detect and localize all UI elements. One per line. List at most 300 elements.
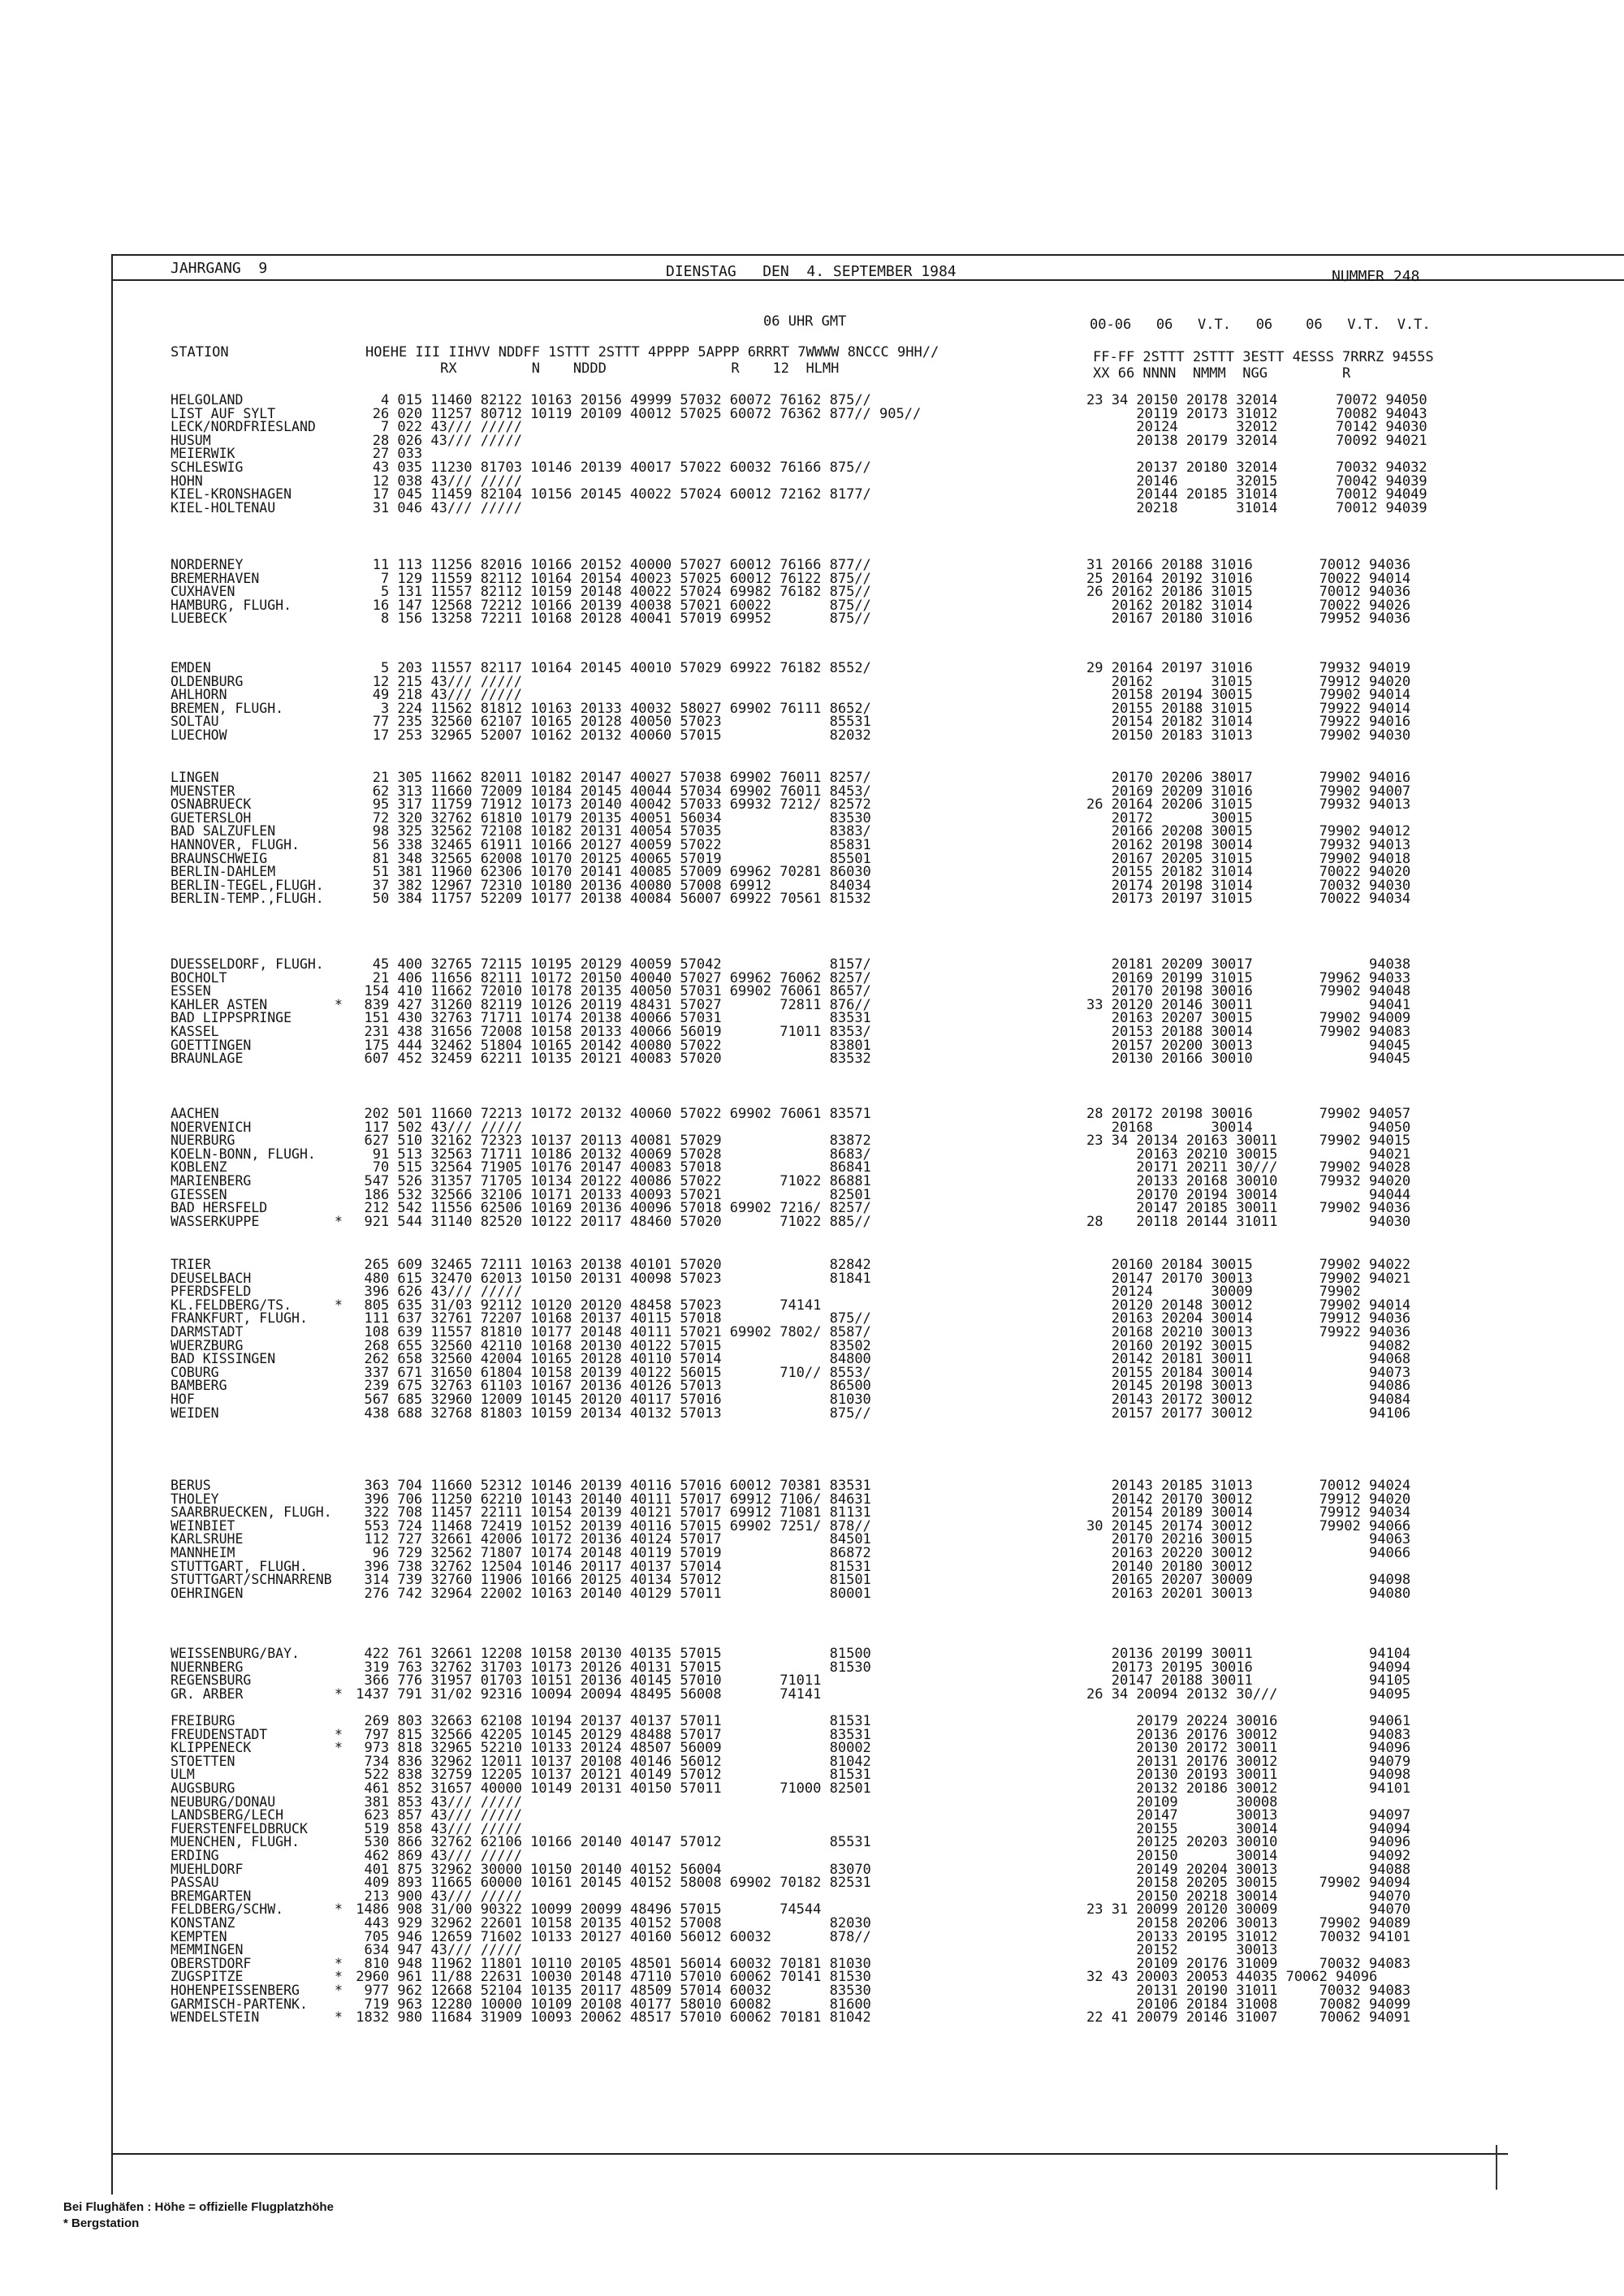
station-name: BAMBERG — [171, 1378, 227, 1394]
synop-06-values: 805 635 31/03 92112 10120 20120 48458 57023 74141 — [348, 1297, 822, 1314]
synop-06-values: 37 382 12967 72310 10180 20136 40080 57008 69912 84034 — [348, 877, 871, 894]
extremes-values: 20163 20210 30015 94021 — [1086, 1146, 1411, 1163]
synop-06-values: 62 313 11660 72009 10184 20145 40044 57034 69902 76011 8453/ — [348, 783, 871, 800]
extremes-values: 20144 20185 31014 70012 94049 — [1086, 486, 1427, 503]
synop-06-values: 21 406 11656 82111 10172 20150 40040 57027 69962 76062 8257/ — [348, 969, 871, 986]
synop-06-values: 12 038 43/// ///// — [348, 473, 522, 490]
station-name: NOERVENICH — [171, 1119, 252, 1135]
synop-06-values: 322 708 11457 22111 10154 20139 40121 57017 69912 71081 81131 — [348, 1504, 871, 1521]
synop-06-values: 519 858 43/// ///// — [348, 1820, 522, 1837]
footnote-airports: Bei Flughäfen : Höhe = offizielle Flugplatzhöhe — [63, 2200, 334, 2214]
right-header-2: XX 66 NNNN NMMM NGG R — [1093, 365, 1351, 382]
station-name: TRIER — [171, 1257, 211, 1272]
extremes-values: 20160 20192 30015 94082 — [1086, 1337, 1411, 1354]
extremes-values: 20166 20208 30015 79902 94012 — [1086, 823, 1411, 840]
extremes-values: 20143 20185 31013 70012 94024 — [1086, 1478, 1411, 1494]
station-name: KAHLER ASTEN — [171, 996, 268, 1012]
extremes-values: 20131 20176 30012 94079 — [1086, 1753, 1411, 1770]
station-name: BRAUNSCHWEIG — [171, 850, 268, 866]
mountain-station-marker: * — [335, 1297, 343, 1313]
extremes-values: 20155 20188 31015 79922 94014 — [1086, 700, 1411, 717]
station-name: PFERDSFELD — [171, 1284, 252, 1300]
synop-06-values: 3 224 11562 81812 10163 20133 40032 58027 69902 76111 8652/ — [348, 700, 871, 717]
synop-06-values: 1832 980 11684 31909 10093 20062 48517 57010 60062 70181 81042 — [348, 2009, 871, 2026]
mountain-station-marker: * — [335, 1740, 343, 1756]
extremes-values: 20154 20189 30014 79912 94034 — [1086, 1504, 1411, 1521]
synop-06-values: 43 035 11230 81703 10146 20139 40017 57022 60032 76166 875// — [348, 460, 871, 476]
mountain-station-marker: * — [335, 1901, 343, 1918]
extremes-values: 20147 20170 30013 79902 94021 — [1086, 1270, 1411, 1287]
extremes-values: 20162 31015 79912 94020 — [1086, 673, 1411, 690]
synop-06-values: 276 742 32964 22002 10163 20140 40129 57011 80001 — [348, 1585, 871, 1602]
synop-06-values: 607 452 32459 62211 10135 20121 40083 57020 83532 — [348, 1051, 871, 1068]
extremes-values: 20163 20220 30012 94066 — [1086, 1545, 1411, 1561]
synop-06-values: 151 430 32763 71711 10174 20138 40066 57031 83531 — [348, 1010, 871, 1027]
station-name: GUETERSLOH — [171, 809, 252, 826]
synop-06-values: 567 685 32960 12009 10145 20120 40117 57016 81030 — [348, 1392, 871, 1408]
synop-06-values: 31 046 43/// ///// — [348, 499, 522, 516]
synop-06-values: 98 325 32562 72108 10182 20131 40054 57035 8383/ — [348, 823, 871, 840]
main-header-1: HOEHE III IIHVV NDDFF 1STTT 2STTT 4PPPP 5APPP 6RRRT 7WWWW 8NCCC 9HH// — [365, 344, 939, 360]
extremes-values: 20152 30013 — [1086, 1942, 1278, 1959]
extremes-values: 20171 20211 30/// 79902 94028 — [1086, 1159, 1411, 1176]
extremes-values: 20179 20224 30016 94061 — [1086, 1713, 1411, 1729]
synop-06-values: 4 015 11460 82122 10163 20156 49999 57032 60072 76162 875// — [348, 392, 871, 408]
extremes-values: 20163 20201 30013 94080 — [1086, 1585, 1411, 1602]
extremes-values: 20153 20188 30014 79902 94083 — [1086, 1024, 1411, 1040]
station-name: KOBLENZ — [171, 1159, 227, 1176]
station-name: OLDENBURG — [171, 673, 244, 689]
synop-06-values: 45 400 32765 72115 10195 20129 40059 57042 8157/ — [348, 956, 871, 973]
synop-06-values: 56 338 32465 61911 10166 20127 40059 57022 85831 — [348, 837, 871, 853]
synop-06-values: 50 384 11757 52209 10177 20138 40084 56007 69922 70561 81532 — [348, 891, 871, 908]
bottom-rule — [111, 2153, 1508, 2155]
station-name: BAD SALZUFLEN — [171, 823, 276, 839]
station-name: KL.FELDBERG/TS. — [171, 1297, 292, 1313]
synop-06-values: 401 875 32962 30000 10150 20140 40152 56004 83070 — [348, 1861, 871, 1878]
extremes-values: 20142 20170 30012 79912 94020 — [1086, 1491, 1411, 1508]
station-name: CUXHAVEN — [171, 584, 235, 600]
synop-06-values: 96 729 32562 71807 10174 20148 40119 57019 86872 — [348, 1545, 871, 1561]
extremes-values: 20167 20205 31015 79902 94018 — [1086, 850, 1411, 867]
synop-06-values: 921 544 31140 82520 10122 20117 48460 57020 71022 885// — [348, 1213, 871, 1230]
synop-06-values: 396 738 32762 12504 10146 20117 40137 57014 81531 — [348, 1558, 871, 1575]
extremes-values: 20130 20172 30011 94096 — [1086, 1740, 1411, 1757]
extremes-values: 20145 20198 30013 94086 — [1086, 1378, 1411, 1395]
station-name: ULM — [171, 1767, 195, 1783]
extremes-values: 20149 20204 30013 94088 — [1086, 1861, 1411, 1878]
station-name: WEINBIET — [171, 1517, 235, 1534]
synop-06-values: 262 658 32560 42004 10165 20128 40110 57014 84800 — [348, 1351, 871, 1368]
station-name: LUECHOW — [171, 727, 227, 743]
footnote-mountain: * Bergstation — [63, 2216, 140, 2230]
station-name: WEISSENBURG/BAY. — [171, 1646, 300, 1661]
synop-06-values: 117 502 43/// ///// — [348, 1119, 522, 1136]
station-name: WEIDEN — [171, 1405, 219, 1421]
station-name: KONSTANZ — [171, 1915, 235, 1931]
synop-06-values: 623 857 43/// ///// — [348, 1807, 522, 1824]
synop-06-values: 7 022 43/// ///// — [348, 419, 522, 436]
extremes-values: 20137 20180 32014 70032 94032 — [1086, 460, 1427, 476]
extremes-values: 20130 20166 30010 94045 — [1086, 1051, 1411, 1068]
station-name: KOELN-BONN, FLUGH. — [171, 1146, 316, 1162]
station-name: BERLIN-TEMP.,FLUGH. — [171, 891, 324, 907]
synop-06-values: 363 704 11660 52312 10146 20139 40116 57016 60012 70381 83531 — [348, 1478, 871, 1494]
extremes-values: 20120 20148 30012 79902 94014 — [1086, 1297, 1411, 1314]
extremes-values: 20158 20206 30013 79902 94089 — [1086, 1915, 1411, 1931]
extremes-values: 20162 20198 30014 79932 94013 — [1086, 837, 1411, 853]
extremes-values: 20147 20188 30011 94105 — [1086, 1672, 1411, 1690]
extremes-values: 20170 20206 38017 79902 94016 — [1086, 770, 1411, 786]
station-name: GARMISCH-PARTENK. — [171, 1996, 308, 2012]
margin-mark — [1496, 2145, 1497, 2190]
extremes-values: 20163 20204 30014 79912 94036 — [1086, 1310, 1411, 1327]
extremes-values: 20143 20172 30012 94084 — [1086, 1392, 1411, 1408]
extremes-values: 20169 20209 31016 79902 94007 — [1086, 783, 1411, 800]
extremes-values: 33 20120 20146 30011 94041 — [1086, 996, 1411, 1013]
station-name: GIESSEN — [171, 1186, 227, 1202]
synop-06-values: 11 113 11256 82016 10166 20152 40000 57027 60012 76166 877// — [348, 557, 871, 573]
extremes-values: 20165 20207 30009 94098 — [1086, 1572, 1411, 1589]
synop-06-values: 422 761 32661 12208 10158 20130 40135 57015 81500 — [348, 1646, 871, 1662]
extremes-values: 26 20164 20206 31015 79932 94013 — [1086, 796, 1411, 814]
extremes-values: 23 34 20134 20163 30011 79902 94015 — [1086, 1133, 1411, 1150]
extremes-values: 20119 20173 31012 70082 94043 — [1086, 405, 1427, 422]
synop-06-values: 186 532 32566 32106 10171 20133 40093 57021 82501 — [348, 1186, 871, 1203]
station-name: BOCHOLT — [171, 969, 227, 986]
station-name: MEMMINGEN — [171, 1942, 244, 1958]
station-name: WASSERKUPPE — [171, 1213, 260, 1229]
station-name: BERLIN-TEGEL,FLUGH. — [171, 877, 324, 893]
synop-06-values: 734 836 32962 12011 10137 20108 40146 56012 81042 — [348, 1753, 871, 1770]
station-name: GR. ARBER — [171, 1685, 244, 1702]
synop-06-values: 26 020 11257 80712 10119 20109 40012 57025 60072 76362 877// 905// — [348, 405, 922, 422]
station-name: BAD LIPPSPRINGE — [171, 1010, 292, 1026]
synop-06-values: 91 513 32563 71711 10186 20132 40069 57028 8683/ — [348, 1146, 871, 1163]
station-name: KASSEL — [171, 1024, 219, 1039]
date-line: DIENSTAG DEN 4. SEPTEMBER 1984 — [666, 263, 957, 280]
extremes-values: 20158 20194 30015 79902 94014 — [1086, 687, 1411, 704]
extremes-values: 20170 20198 30016 79902 94048 — [1086, 983, 1411, 1000]
station-name: BERLIN-DAHLEM — [171, 864, 276, 880]
station-name: LINGEN — [171, 770, 219, 785]
synop-06-values: 973 818 32965 52210 10133 20124 48507 56009 80002 — [348, 1740, 871, 1757]
extremes-values: 32 43 20003 20053 44035 70062 94096 — [1086, 1969, 1378, 1986]
main-header-2: RX N NDDD R 12 HLMH — [365, 360, 840, 377]
synop-06-values: 175 444 32462 51804 10165 20142 40080 57022 83801 — [348, 1037, 871, 1054]
station-name: KEMPTEN — [171, 1928, 227, 1944]
station-name: DUESSELDORF, FLUGH. — [171, 956, 324, 972]
synop-06-values: 977 962 12668 52104 10135 20117 48509 57014 60032 83530 — [348, 1983, 871, 1999]
station-name: GOETTINGEN — [171, 1037, 252, 1053]
synop-06-values: 438 688 32768 81803 10159 20134 40132 57013 875// — [348, 1405, 871, 1422]
synop-06-values: 314 739 32760 11906 10166 20125 40134 57012 81501 — [348, 1572, 871, 1589]
extremes-values: 28 20118 20144 31011 94030 — [1086, 1213, 1411, 1230]
synop-06-values: 319 763 32762 31703 10173 20126 40131 57015 81530 — [348, 1659, 871, 1676]
synop-06-values: 269 803 32663 62108 10194 20137 40137 57011 81531 — [348, 1713, 871, 1729]
station-name: STUTTGART, FLUGH. — [171, 1558, 308, 1574]
synop-06-values: 1437 791 31/02 92316 10094 20094 48495 56008 74141 — [348, 1685, 822, 1703]
mountain-station-marker: * — [335, 996, 343, 1012]
mountain-station-marker: * — [335, 1969, 343, 1985]
jahrgang: JAHRGANG 9 — [171, 260, 268, 277]
extremes-values: 20157 20177 30012 94106 — [1086, 1405, 1411, 1422]
extremes-values: 20138 20179 32014 70092 94021 — [1086, 432, 1427, 449]
synop-06-values: 5 203 11557 82117 10164 20145 40010 57029 69922 76182 8552/ — [348, 660, 871, 676]
station-name: HELGOLAND — [171, 392, 244, 408]
synop-06-values: 202 501 11660 72213 10172 20132 40060 57022 69902 76061 83571 — [348, 1106, 871, 1122]
station-name: LECK/NORDFRIESLAND — [171, 419, 316, 435]
synop-06-values: 108 639 11557 81810 10177 20148 40111 57021 69902 7802/ 8587/ — [348, 1324, 871, 1340]
extremes-values: 20155 20184 30014 94073 — [1086, 1364, 1411, 1381]
synop-06-values: 95 317 11759 71912 10173 20140 40042 57033 69932 7212/ 82572 — [348, 796, 871, 814]
extremes-values: 20106 20184 31008 70082 94099 — [1086, 1996, 1411, 2013]
synop-06-values: 70 515 32564 71905 10176 20147 40083 57018 86841 — [348, 1159, 871, 1176]
extremes-values: 20147 30013 94097 — [1086, 1807, 1411, 1824]
station-name: BREMEN, FLUGH. — [171, 700, 284, 716]
synop-06-values: 443 929 32962 22601 10158 20135 40152 57008 82030 — [348, 1915, 871, 1931]
synop-06-values: 634 947 43/// ///// — [348, 1942, 522, 1959]
extremes-values: 25 20164 20192 31016 70022 94014 — [1086, 570, 1411, 587]
extremes-values: 20174 20198 31014 70032 94030 — [1086, 877, 1411, 894]
station-name: MUENCHEN, FLUGH. — [171, 1834, 300, 1850]
synop-06-values: 366 776 31957 01703 10151 20136 40145 57010 71011 — [348, 1672, 822, 1690]
station-name: EMDEN — [171, 660, 211, 675]
extremes-values: 20150 20218 30014 94070 — [1086, 1888, 1411, 1905]
synop-06-values: 462 869 43/// ///// — [348, 1848, 522, 1864]
synop-06-values: 213 900 43/// ///// — [348, 1888, 522, 1905]
station-name: KIEL-KRONSHAGEN — [171, 486, 292, 503]
obs-time: 06 UHR GMT — [763, 313, 847, 330]
synop-06-values: 7 129 11559 82112 10164 20154 40023 57025 60012 76122 875// — [348, 570, 871, 587]
synop-06-values: 231 438 31656 72008 10158 20133 40066 56019 71011 8353/ — [348, 1024, 871, 1040]
extremes-values: 20155 20182 31014 70022 94020 — [1086, 864, 1411, 881]
synop-06-values: 49 218 43/// ///// — [348, 687, 522, 704]
mountain-station-marker: * — [335, 2009, 343, 2026]
station-name: FREIBURG — [171, 1713, 235, 1728]
mountain-station-marker: * — [335, 1955, 343, 1971]
synop-06-values: 81 348 32565 62008 10170 20125 40065 57019 85501 — [348, 850, 871, 867]
station-name: WENDELSTEIN — [171, 2009, 260, 2026]
station-name: PASSAU — [171, 1875, 219, 1891]
station-name: MUEHLDORF — [171, 1861, 244, 1877]
synop-06-values: 8 156 13258 72211 10168 20128 40041 57019 69952 875// — [348, 611, 871, 628]
synop-06-values: 719 963 12280 10000 10109 20108 40177 58010 60082 81600 — [348, 1996, 871, 2013]
extremes-values: 20170 20194 30014 94044 — [1086, 1186, 1411, 1203]
station-name: MEIERWIK — [171, 446, 235, 462]
station-name: FELDBERG/SCHW. — [171, 1901, 284, 1918]
station-name: OEHRINGEN — [171, 1585, 244, 1601]
extremes-values: 26 34 20094 20132 30/// 94095 — [1086, 1685, 1411, 1703]
extremes-values: 30 20145 20174 30012 79902 94066 — [1086, 1517, 1411, 1534]
station-name: AUGSBURG — [171, 1780, 235, 1796]
synop-06-values: 111 637 32761 72207 10168 20137 40115 57018 875// — [348, 1310, 871, 1327]
right-time-header: 00-06 06 V.T. 06 06 V.T. V.T. — [1090, 317, 1431, 333]
extremes-values: 20154 20182 31014 79922 94016 — [1086, 714, 1411, 731]
extremes-values: 29 20164 20197 31016 79932 94019 — [1086, 660, 1411, 676]
extremes-values: 20130 20193 30011 94098 — [1086, 1767, 1411, 1784]
synop-06-values: 265 609 32465 72111 10163 20138 40101 57020 82842 — [348, 1257, 871, 1273]
station-name: STUTTGART/SCHNARRENB — [171, 1572, 332, 1588]
synop-06-values: 77 235 32560 62107 10165 20128 40050 57023 85531 — [348, 714, 871, 731]
station-name: HOHENPEISSENBERG — [171, 1983, 300, 1998]
station-name: AHLHORN — [171, 687, 227, 703]
synop-06-values: 627 510 32162 72323 10137 20113 40081 57029 83872 — [348, 1133, 871, 1150]
extremes-values: 20160 20184 30015 79902 94022 — [1086, 1257, 1411, 1273]
mountain-station-marker: * — [335, 1213, 343, 1229]
synop-06-values: 2960 961 11/88 22631 10030 20148 47110 57010 60062 70141 81530 — [348, 1969, 871, 1986]
extremes-values: 20140 20180 30012 — [1086, 1558, 1253, 1575]
synop-06-values: 461 852 31657 40000 10149 20131 40150 57011 71000 82501 — [348, 1780, 871, 1797]
extremes-values: 20167 20180 31016 79952 94036 — [1086, 611, 1411, 628]
synop-06-values: 547 526 31357 71705 10134 20122 40086 57022 71022 86881 — [348, 1173, 871, 1189]
extremes-values: 20136 20176 30012 94083 — [1086, 1726, 1411, 1743]
station-name: STOETTEN — [171, 1753, 235, 1769]
station-name: FREUDENSTADT — [171, 1726, 268, 1742]
synop-06-values: 17 045 11459 82104 10156 20145 40022 57024 60012 72162 8177/ — [348, 486, 871, 503]
synop-06-values: 381 853 43/// ///// — [348, 1793, 522, 1810]
station-name: HOHN — [171, 473, 203, 489]
synop-06-values: 480 615 32470 62013 10150 20131 40098 57023 81841 — [348, 1270, 871, 1287]
synop-06-values: 28 026 43/// ///// — [348, 432, 522, 449]
synop-06-values: 21 305 11662 82011 10182 20147 40027 57038 69902 76011 8257/ — [348, 770, 871, 786]
synop-06-values: 797 815 32566 42205 10145 20129 48488 57017 83531 — [348, 1726, 871, 1743]
extremes-values: 20136 20199 30011 94104 — [1086, 1646, 1411, 1662]
station-name: NUERNBERG — [171, 1659, 244, 1675]
extremes-values: 20173 20197 31015 70022 94034 — [1086, 891, 1411, 908]
station-name: DEUSELBACH — [171, 1270, 252, 1286]
station-name: HANNOVER, FLUGH. — [171, 837, 300, 852]
extremes-values: 20147 20185 30011 79902 94036 — [1086, 1200, 1411, 1217]
station-name: ESSEN — [171, 983, 211, 999]
synop-06-values: 239 675 32763 61103 10167 20136 40126 57013 86500 — [348, 1378, 871, 1395]
station-name: HOF — [171, 1392, 195, 1407]
synop-06-values: 839 427 31260 82119 10126 20119 48431 57027 72811 876// — [348, 996, 871, 1013]
extremes-values: 20173 20195 30016 94094 — [1086, 1659, 1411, 1676]
extremes-values: 20163 20207 30015 79902 94009 — [1086, 1010, 1411, 1027]
extremes-values: 20172 30015 — [1086, 809, 1253, 826]
synop-06-values: 553 724 11468 72419 10152 20139 40116 57015 69902 7251/ 878// — [348, 1517, 871, 1534]
extremes-values: 22 41 20079 20146 31007 70062 94091 — [1086, 2009, 1411, 2026]
extremes-values: 20181 20209 30017 94038 — [1086, 956, 1411, 973]
station-name: BERUS — [171, 1478, 211, 1493]
extremes-values: 20132 20186 30012 94101 — [1086, 1780, 1411, 1797]
station-name: BREMERHAVEN — [171, 570, 260, 586]
station-name: MANNHEIM — [171, 1545, 235, 1560]
extremes-values: 20218 31014 70012 94039 — [1086, 499, 1427, 516]
station-name: THOLEY — [171, 1491, 219, 1507]
synop-06-values: 27 033 — [348, 446, 423, 463]
extremes-values: 20133 20195 31012 70032 94101 — [1086, 1928, 1411, 1945]
mountain-station-marker: * — [335, 1726, 343, 1742]
extremes-values: 20158 20205 30015 79902 94094 — [1086, 1875, 1411, 1892]
synop-06-values: 51 381 11960 62306 10170 20141 40085 57009 69962 70281 86030 — [348, 864, 871, 881]
synop-06-values: 522 838 32759 12205 10137 20121 40149 57012 81531 — [348, 1767, 871, 1784]
station-name: FRANKFURT, FLUGH. — [171, 1310, 308, 1327]
synop-06-values: 530 866 32762 62106 10166 20140 40147 57012 85531 — [348, 1834, 871, 1851]
station-name: WUERZBURG — [171, 1337, 244, 1353]
synop-06-values: 409 893 11665 60000 10161 20145 40152 58008 69902 70182 82531 — [348, 1875, 871, 1892]
station-name: KARLSRUHE — [171, 1531, 244, 1547]
extremes-values: 20146 32015 70042 94039 — [1086, 473, 1427, 490]
extremes-values: 20131 20190 31011 70032 94083 — [1086, 1983, 1411, 1999]
extremes-values: 20157 20200 30013 94045 — [1086, 1037, 1411, 1054]
station-name: MARIENBERG — [171, 1173, 252, 1189]
station-name: NORDERNEY — [171, 557, 244, 572]
station-name: DARMSTADT — [171, 1324, 244, 1340]
station-name: HUSUM — [171, 432, 211, 448]
station-name: BAD KISSINGEN — [171, 1351, 276, 1367]
station-name: COBURG — [171, 1364, 219, 1380]
station-name: SOLTAU — [171, 714, 219, 730]
mountain-station-marker: * — [335, 1983, 343, 1998]
station-name: BREMGARTEN — [171, 1888, 252, 1904]
extremes-values: 23 34 20150 20178 32014 70072 94050 — [1086, 392, 1427, 408]
extremes-values: 20124 30009 79902 — [1086, 1284, 1361, 1301]
synop-06-values: 212 542 11556 62506 10169 20136 40096 57018 69902 7216/ 8257/ — [348, 1200, 871, 1217]
synop-06-values: 112 727 32661 42006 10172 20136 40124 57017 84501 — [348, 1531, 871, 1548]
extremes-values: 20170 20216 30015 94063 — [1086, 1531, 1411, 1548]
station-header: STATION — [171, 344, 229, 360]
issue-number: NUMMER 248 — [1332, 268, 1420, 285]
synop-06-values: 705 946 12659 71602 10133 20127 40160 56012 60032 878// — [348, 1928, 871, 1945]
extremes-values: 20169 20199 31015 79962 94033 — [1086, 969, 1411, 986]
station-name: OSNABRUECK — [171, 796, 252, 813]
station-name: HAMBURG, FLUGH. — [171, 597, 292, 613]
extremes-values: 20109 30008 — [1086, 1793, 1278, 1810]
extremes-values: 20124 32012 70142 94030 — [1086, 419, 1427, 436]
synop-06-values: 1486 908 31/00 90322 10099 20099 48496 57015 74544 — [348, 1901, 822, 1918]
extremes-values: 20133 20168 30010 79932 94020 — [1086, 1173, 1411, 1189]
extremes-values: 20150 30014 94092 — [1086, 1848, 1411, 1864]
synop-06-values: 72 320 32762 61810 10179 20135 40051 56034 83530 — [348, 809, 871, 826]
extremes-values: 23 31 20099 20120 30009 94070 — [1086, 1901, 1411, 1918]
extremes-values: 20168 20210 30013 79922 94036 — [1086, 1324, 1411, 1340]
station-name: NEUBURG/DONAU — [171, 1793, 276, 1810]
synop-06-values: 12 215 43/// ///// — [348, 673, 522, 690]
extremes-values: 20125 20203 30010 94096 — [1086, 1834, 1411, 1851]
station-name: REGENSBURG — [171, 1672, 252, 1689]
synop-06-values: 5 131 11557 82112 10159 20148 40022 57024 69982 76182 875// — [348, 584, 871, 601]
extremes-values: 31 20166 20188 31016 70012 94036 — [1086, 557, 1411, 573]
synop-06-values: 154 410 11662 72010 10178 20135 40050 57031 69902 76061 8657/ — [348, 983, 871, 1000]
station-name: FUERSTENFELDBRUCK — [171, 1820, 308, 1836]
station-name: KLIPPENECK — [171, 1740, 252, 1756]
station-name: NUERBURG — [171, 1133, 235, 1149]
extremes-values: 20155 30014 94094 — [1086, 1820, 1411, 1837]
extremes-values: 20109 20176 31009 70032 94083 — [1086, 1955, 1411, 1972]
station-name: ZUGSPITZE — [171, 1969, 244, 1985]
synop-06-values: 337 671 31650 61804 10158 20139 40122 56015 710// 8553/ — [348, 1364, 871, 1381]
synop-06-values: 396 626 43/// ///// — [348, 1284, 522, 1301]
station-name: LUEBECK — [171, 611, 227, 627]
mountain-station-marker: * — [335, 1685, 343, 1702]
synop-06-values: 17 253 32965 52007 10162 20132 40060 57015 82032 — [348, 727, 871, 744]
synop-06-values: 268 655 32560 42110 10168 20130 40122 57015 83502 — [348, 1337, 871, 1354]
extremes-values: 20142 20181 30011 94068 — [1086, 1351, 1411, 1368]
station-name: BRAUNLAGE — [171, 1051, 244, 1067]
station-name: ERDING — [171, 1848, 219, 1863]
extremes-values: 26 20162 20186 31015 70012 94036 — [1086, 584, 1411, 601]
station-name: SAARBRUECKEN, FLUGH. — [171, 1504, 332, 1521]
synop-06-values: 396 706 11250 62210 10143 20140 40111 57017 69912 7106/ 84631 — [348, 1491, 871, 1508]
station-name: MUENSTER — [171, 783, 235, 799]
extremes-values: 20162 20182 31014 70022 94026 — [1086, 597, 1411, 614]
extremes-values: 20150 20183 31013 79902 94030 — [1086, 727, 1411, 744]
extremes-values: 28 20172 20198 30016 79902 94057 — [1086, 1106, 1411, 1122]
synop-06-values: 810 948 11962 11801 10110 20105 48501 56014 60032 70181 81030 — [348, 1955, 871, 1972]
station-name: OBERSTDORF — [171, 1955, 252, 1971]
